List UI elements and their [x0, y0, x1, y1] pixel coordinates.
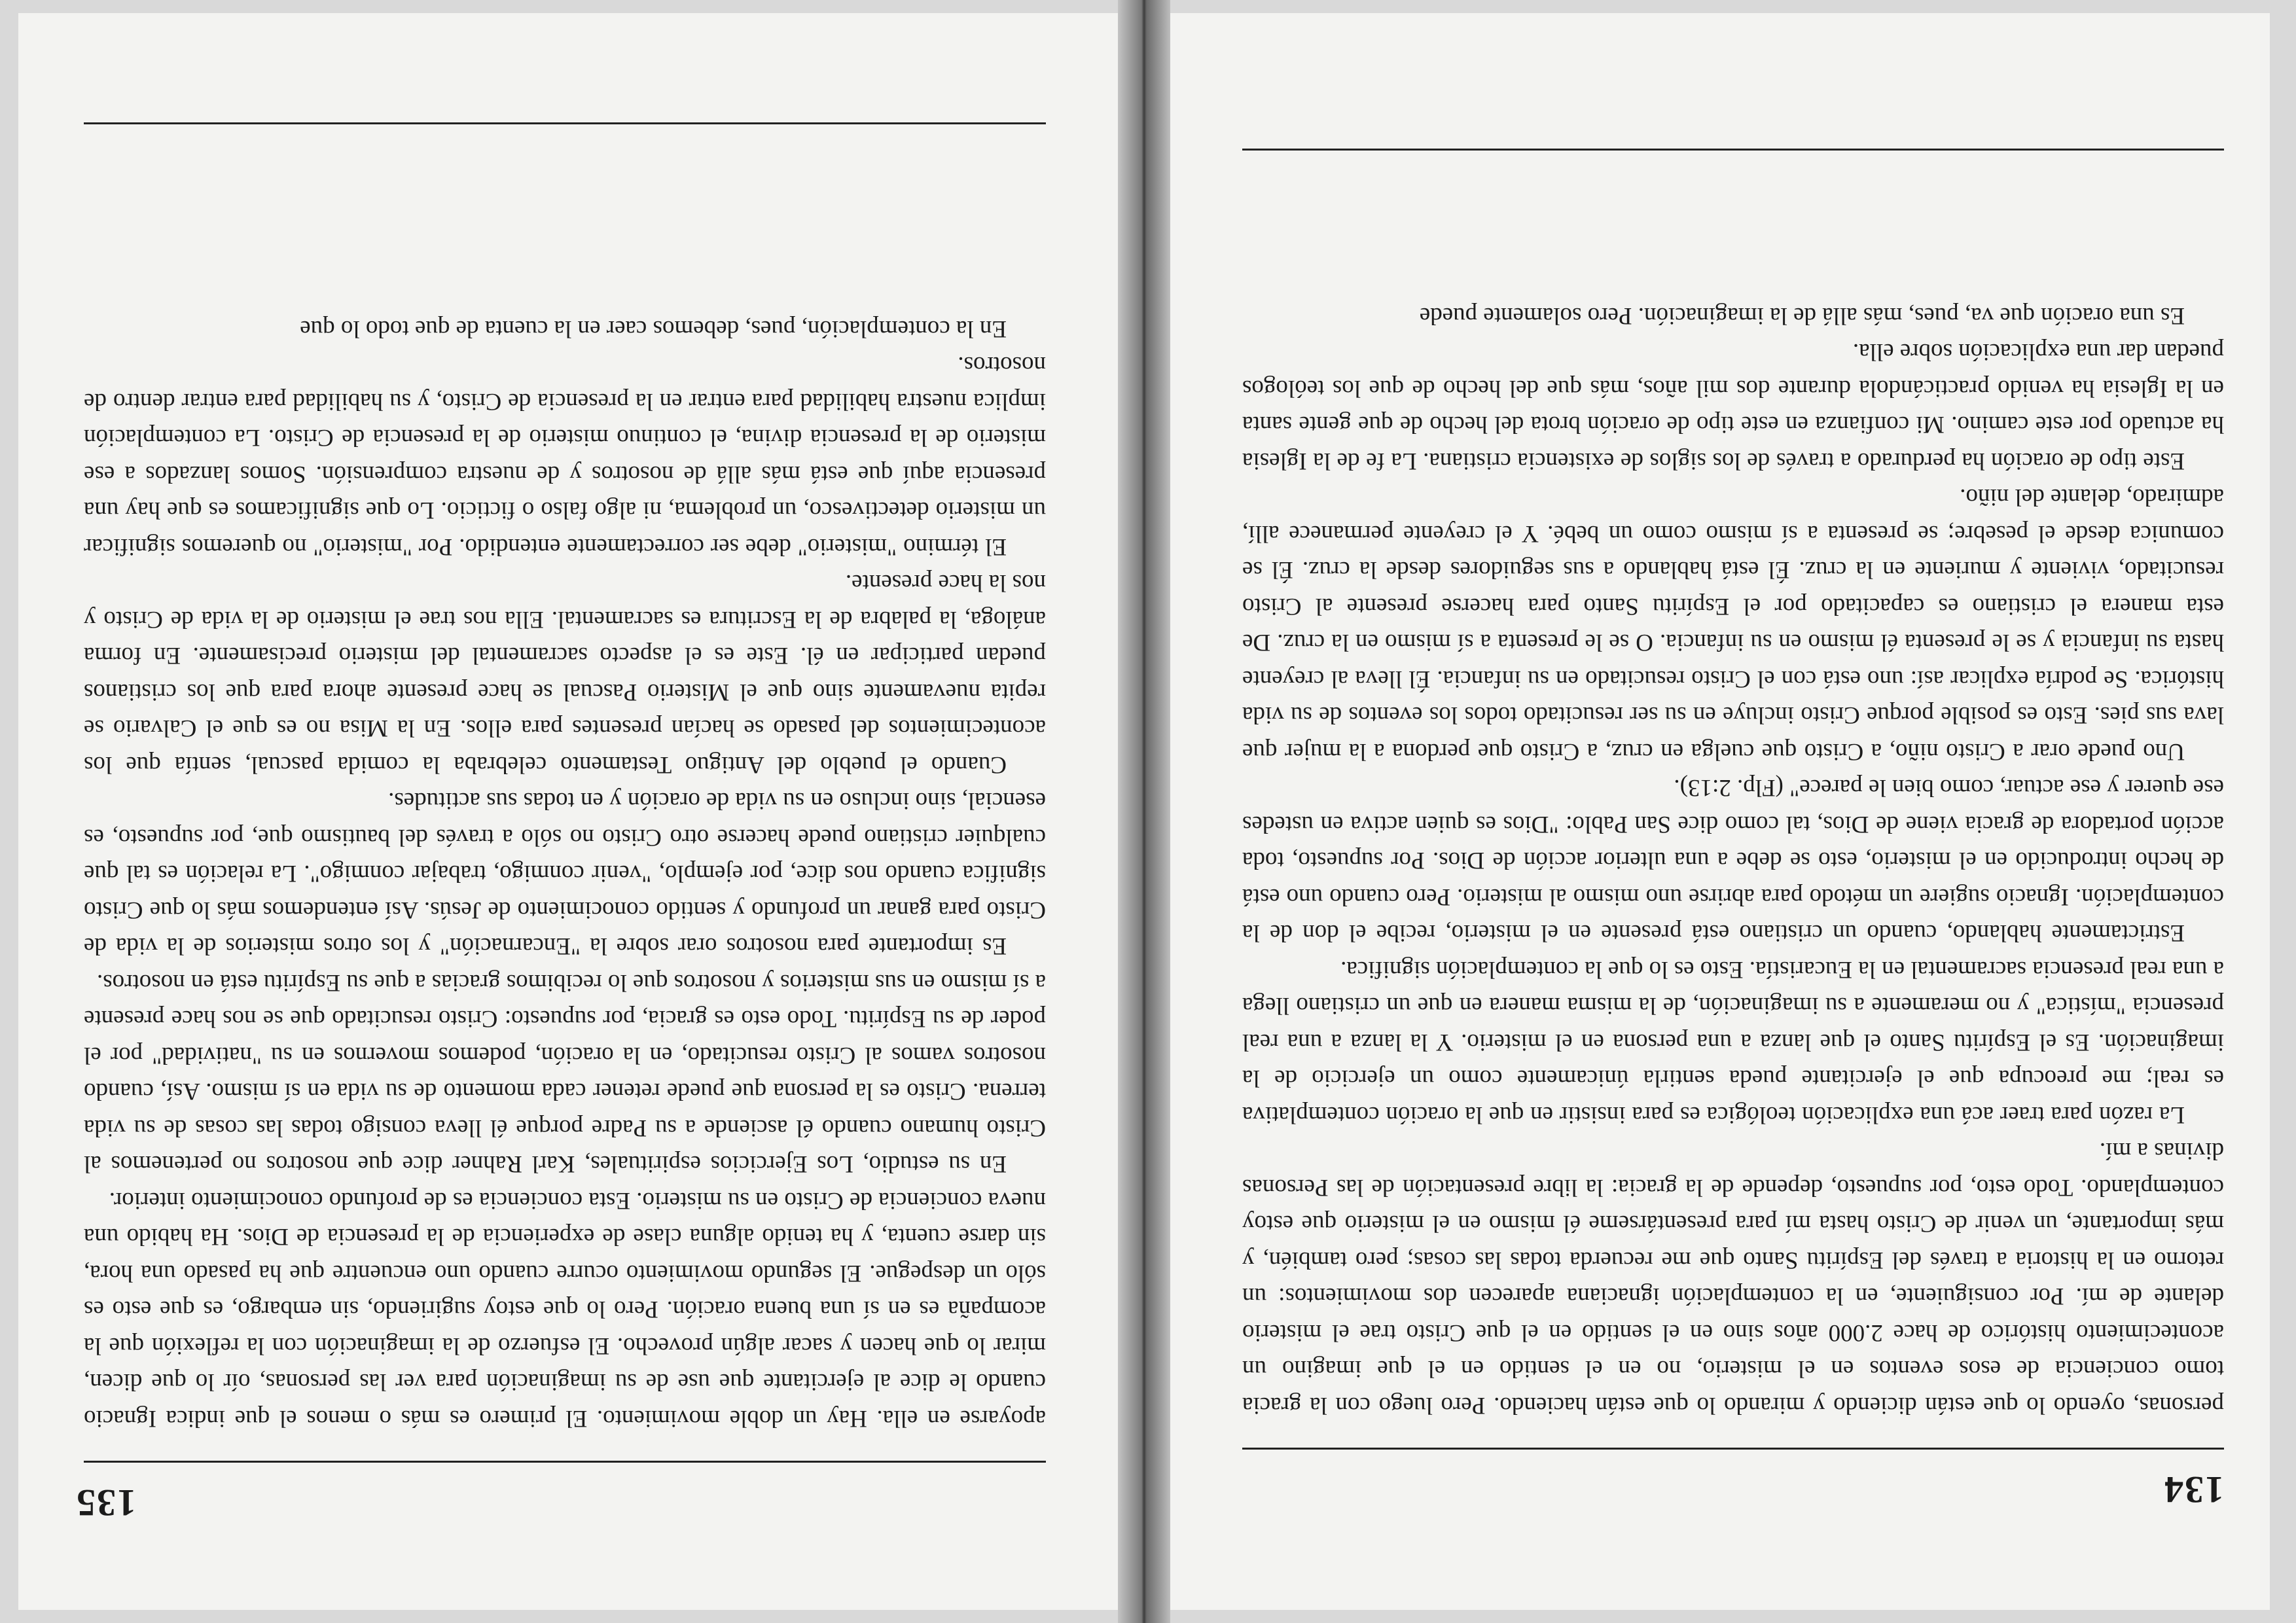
paragraph: Este tipo de oración ha perdurado a través de los siglos de existencia cristiana. La fe de la Iglesia ha actuado por este camino. Mi confianza en este tipo de oración brota del hecho de que gente santa en la Iglesia ha venido practicándola durante dos mil años, más que del hecho de que los teólogos puedan dar una explicación sobre ella. [1242, 338, 2224, 474]
paragraph: Es una oración que va, pues, más allá de la imaginación. Pero solamente puede [1419, 302, 2185, 329]
paragraph: Cuando el pueblo del Antiguo Testamento celebraba la comida pascual, sentía que los acontecimientos del pasado se hacían presentes para ellos. En la Misa no es que el Calvario se repita nuevamente sino que el Misterio Pascual se hace presente ahora para que los cristianos puedan participar en él. Este es el aspecto sacramental del misterio precisamente. En forma análoga, la palabra de la Escritura es sacramental. Ella nos trae el misterio de la vida de Cristo y nos la hace presente. [84, 569, 1046, 778]
header-rule [1242, 1448, 2224, 1450]
right-page [18, 13, 1124, 1610]
paragraph: apoyarse en ella. Hay un doble movimiento. El primero es más o menos el que indica Ignacio cuando le dice al ejercitante que use de su imaginación para ver las personas, oír lo que dicen, mirar lo que hacen y sacar algún provecho. El esfuerzo de la imaginación con la reflexión que la acompaña es en sí una buena oración. Pero lo que estoy sugiriendo, sin embargo, es que esto es sólo un despegue. El segundo movimiento ocurre cuando uno encuentre que ha pasado una hora, sin darse cuenta, y ha tenido alguna clase de experiencia de la presencia de Dios. Ha habido una nueva conciencia de Cristo en su misterio. Esta conciencia es de profundo conocimiento interior. [84, 1187, 1046, 1432]
page-number: 135 [75, 1482, 136, 1524]
paragraph: personas, oyendo lo que están diciendo y mirando lo que están haciendo. Pero luego con la gracia tomo conciencia de esos eventos en el misterio, no en el sentido en el que imagino un acontecimiento histórico de hace 2.000 años sino en el sentido en el que Cristo trae el misterio delante de mí. Por consiguiente, en la contemplación ignaciana aparecen dos movimientos: un retorno en la historia a través del Espíritu Santo que me recuerda todas las cosas; pero también, y más importante, un venir de Cristo hasta mí para presentárseme él mismo en el misterio que estoy contemplando. Todo esto, por supuesto, depende de la gracia: la libre presentación de las Personas divinas a mí. [1242, 1137, 2224, 1419]
book-gutter [1118, 0, 1170, 1623]
paragraph: Es importante para nosotros orar sobre la "Encarnación" y los otros misterios de la vida de Cristo para ganar un profundo y sentido conocimiento de Jesús. Así entendemos más lo que Cristo significa cuando nos dice, por ejemplo, "venir conmigo, trabajar conmigo". La relación es tal que cualquier cristiano puede hacerse otro Cristo no sólo a través del bautismo que, por supuesto, es esencial, sino incluso en su vida de oración y en todas sus actitudes. [84, 787, 1046, 960]
header-rule [84, 1461, 1046, 1463]
paragraph: En su estudio, Los Ejercicios espirituales, Karl Rahner dice que nosotros no pertenemos al Cristo humano cuando él asciende a su Padre porque él lleva consigo todas las cosas de su vida terrena. Cristo es la persona que puede retener cada momento de su vida en sí mismo. Así, cuando nosotros vamos al Cristo resucitado, en la oración, podemos movernos en su "natividad" por el poder de su Espíritu. Todo esto es gracia, por supuesto: Cristo resucitado que se nos hace presente a sí mismo en sus misterios y nosotros que lo recibimos gracias a que su Espíritu está en nosotros. [84, 969, 1046, 1178]
paragraph: El término "misterio" debe ser correctamente entendido. Por "misterio" no queremos significar un misterio detectivesco, un problema, ni algo falso o ficticio. Lo que significamos es que hay una presencia aquí que está más allá de nosotros y de nuestra comprensión. Somos lanzados a ese misterio de la presencia divina, el continuo misterio de la presencia de Cristo. La contemplación implica nuestra habilidad para entrar en la presencia de Cristo, y su habilidad para entrar dentro de nosotros. [84, 351, 1046, 560]
page-body-text [84, 311, 1046, 1437]
paragraph: La razón para traer acá una explicación teológica es para insistir en que la oración contemplativa es real; me preocupa que el ejercitante pueda sentirla únicamente como un ejercicio de la imaginación. Es el Espíritu Santo el que lanza a una persona en el misterio. Y la lanza a una real presencia "mística" y no meramente a su imaginación, de la misma manera en que un cristiano llega a una real presencia sacramental en la Eucaristía. Esto es lo que la contemplación significa. [1242, 956, 2224, 1128]
page-number: 134 [2163, 1469, 2224, 1511]
paragraph: Uno puede orar a Cristo niño, a Cristo que cuelga en cruz, a Cristo que perdona a la mujer que lava sus pies. Esto es posible porque Cristo incluye en su ser resucitado todos los eventos de su vida histórica. Se podría explicar así: uno está con el Cristo resucitado en su infancia. Él lleva al creyente hasta su infancia y se le presenta él mismo en su infancia. O se le presenta a sí mismo en la cruz. De esta manera el cristiano es capacitado por el Espíritu Santo para hacerse presente al Cristo resucitado, viviente y muriente en la cruz. Él está hablando a sus seguidores desde la cruz. Él se comunica desde el pesebre; se presenta a sí mismo como un bebé. Y el creyente permanece allí, admirado, delante del niño. [1242, 484, 2224, 765]
page-body-text [1242, 298, 2224, 1424]
footer-rule [1242, 149, 2224, 151]
left-page [1164, 13, 2270, 1610]
footer-rule [84, 122, 1046, 124]
paragraph: En la contemplación, pues, debemos caer en la cuenta de que todo lo que [300, 315, 1007, 342]
paragraph: Estrictamente hablando, cuando un cristiano está presente en el misterio, recibe el don de la contemplación. Ignacio sugiere un método para abrirse uno mismo al misterio. Pero cuando uno está de hecho introducido en el misterio, esto se debe a una ulterior acción de Dios. Por supuesto, toda acción portadora de gracia viene de Dios, tal como dice San Pablo: "Dios es quien activa en ustedes ese querer y ese actuar, como bien le parece" (Flp. 2:13). [1242, 774, 2224, 947]
